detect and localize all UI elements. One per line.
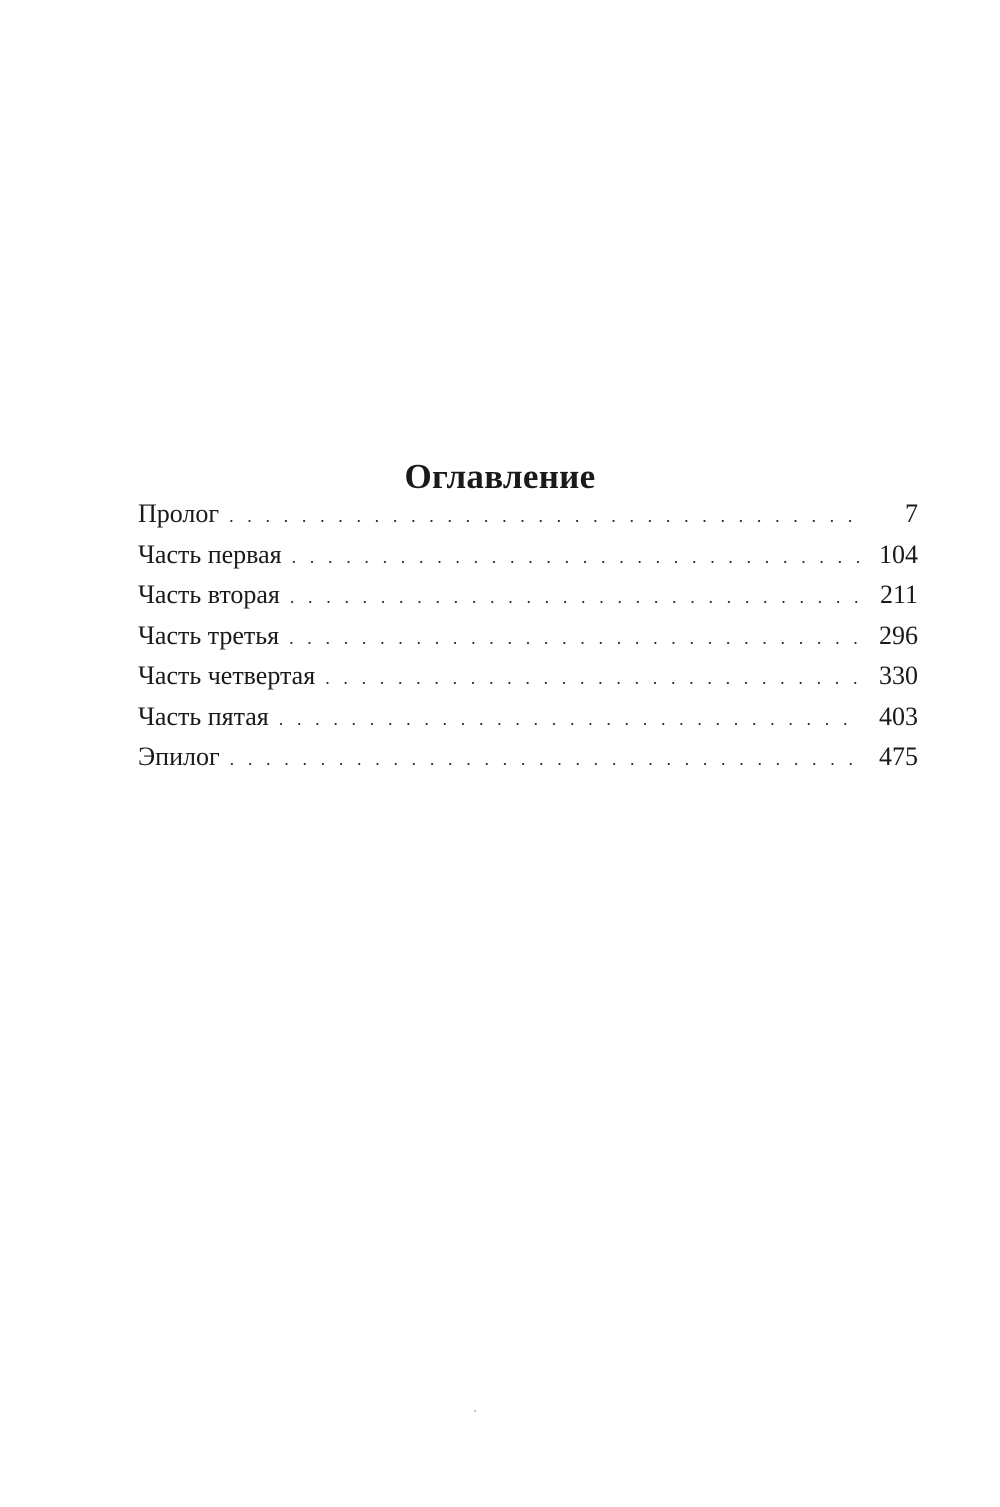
toc-entry-page: 104: [879, 539, 918, 569]
toc-entry-part-2: [138, 575, 918, 616]
toc-entry-page: 330: [879, 661, 918, 690]
toc-entry-part-3: [138, 616, 918, 657]
toc-entry-label: Часть пятая: [138, 701, 269, 731]
toc-entry-part-4: [138, 656, 918, 697]
toc-entry-label: Эпилог: [138, 742, 220, 771]
dot-leader: [290, 577, 862, 617]
dot-leader: [325, 658, 862, 698]
toc-entry-page: 211: [879, 580, 918, 609]
toc-entry-label: Часть четвертая: [138, 661, 316, 690]
toc-entry-label: Часть вторая: [138, 580, 280, 609]
toc-entry-part-5: [138, 697, 918, 738]
dot-leader: [230, 739, 862, 779]
dot-leader: [229, 496, 862, 536]
toc-entry-page: 296: [879, 620, 918, 650]
page-mark: [474, 1410, 476, 1412]
dot-leader: [292, 537, 862, 577]
toc-title: Оглавление: [404, 457, 596, 497]
toc-entry-page: 403: [879, 701, 918, 731]
dot-leader: [279, 699, 862, 739]
toc-entry-part-1: [138, 535, 918, 576]
toc-entry-epilogue: [138, 737, 918, 778]
toc-entry-prologue: [138, 494, 918, 535]
toc-entry-label: Часть третья: [138, 620, 280, 650]
toc-entry-label: Часть первая: [138, 539, 282, 569]
dot-leader: [289, 618, 862, 658]
toc-list: [138, 494, 918, 778]
toc-entry-page: 475: [879, 742, 918, 771]
toc-entry-page: 7: [905, 499, 918, 528]
toc-entry-label: Пролог: [138, 499, 220, 528]
